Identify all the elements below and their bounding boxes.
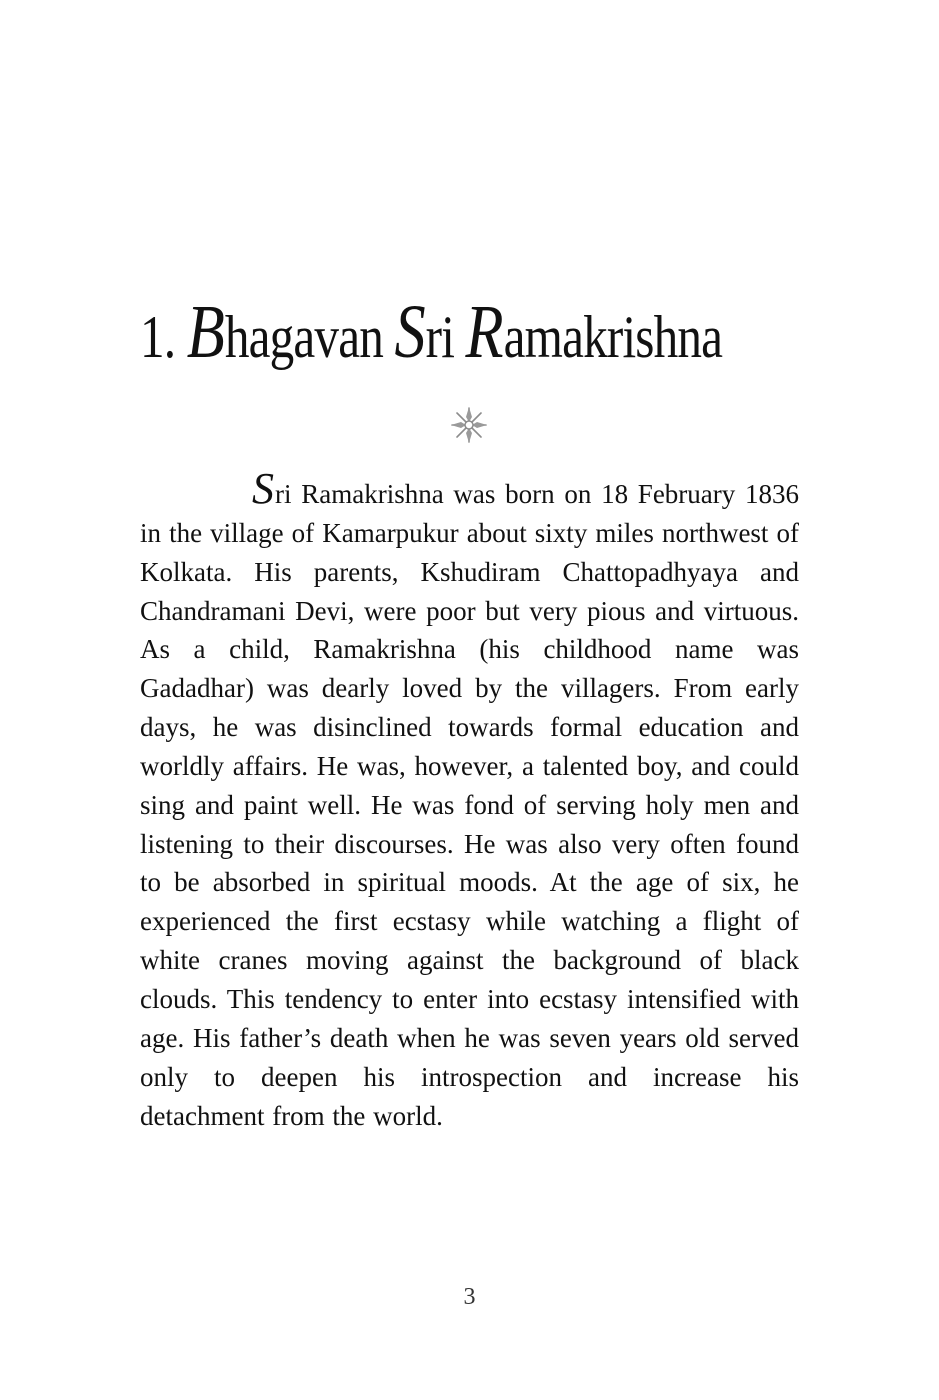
page-number: 3	[463, 1284, 476, 1310]
title-word-bhagavan: hagavan	[224, 304, 384, 370]
chapter-number: 1.	[140, 304, 176, 370]
star-flower-ornament-icon	[449, 405, 489, 445]
title-word-sri: ri	[425, 304, 455, 370]
body-paragraph	[140, 464, 799, 1135]
chapter-title	[140, 282, 723, 387]
title-initial-r: R	[465, 290, 504, 374]
title-word-ramakrishna: amakrishna	[503, 304, 723, 370]
title-initial-s: S	[394, 290, 426, 374]
title-initial-b: B	[186, 290, 225, 374]
drop-cap: S	[252, 464, 274, 513]
paragraph-text: ri Ramakrishna was born on 18 February 1836 in the village of Kamarpukur about sixty miles northwest of Kolkata. His parents, Kshudiram Chattopadhyaya and Chandramani Devi, were poor but very pious and virtuous. As a child, Ramakrishna (his childhood name was Gadadhar) was dearly loved by the villagers. From early days, he was disinclined towards formal education and worldly affairs. He was, however, a talented boy, and could sing and paint well. He was fond of serving holy men and listening to their discourses. He was also very often found to be absorbed in spiritual moods. At the age of six, he experienced the first ecstasy while watching a flight of white cranes moving against the background of black clouds. This tendency to enter into ecstasy intensified with age. His father’s death when he was seven years old served only to deepen his introspection and increase his detachment from the world.	[140, 479, 799, 1131]
